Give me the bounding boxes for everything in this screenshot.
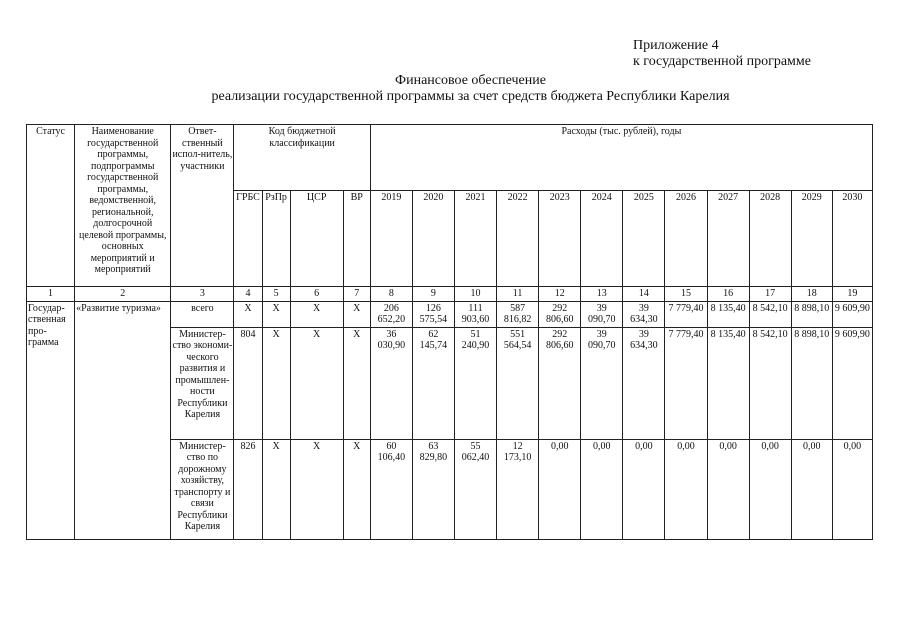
header-year: 2022 <box>497 191 539 287</box>
row-responsible: Министер-ство по дорожному хозяйству, транспорту и связи Республики Карелия <box>171 439 234 539</box>
row-value: 9 609,90 <box>832 301 872 327</box>
row-value: 0,00 <box>581 439 623 539</box>
row-rzpr: Х <box>262 301 290 327</box>
column-number: 12 <box>539 287 581 302</box>
row-value: 206 652,20 <box>370 301 412 327</box>
row-value: 0,00 <box>665 439 707 539</box>
row-value: 587 816,82 <box>497 301 539 327</box>
financing-table <box>26 124 873 540</box>
row-value: 0,00 <box>749 439 791 539</box>
column-number: 17 <box>749 287 791 302</box>
column-number: 11 <box>497 287 539 302</box>
row-vr: Х <box>343 301 370 327</box>
row-value: 9 609,90 <box>832 327 872 439</box>
row-value: 12 173,10 <box>497 439 539 539</box>
row-value: 8 898,10 <box>791 301 832 327</box>
title-line-1: Финансовое обеспечение <box>395 73 546 88</box>
row-value: 292 806,60 <box>539 327 581 439</box>
header-responsible: Ответ-ственный испол-нитель, участники <box>171 125 234 287</box>
column-number: 19 <box>832 287 872 302</box>
title-line-2: реализации государственной программы за счет средств бюджета Республики Карелия <box>211 89 730 104</box>
appendix-line-1: Приложение 4 <box>633 38 719 53</box>
row-vr: Х <box>343 439 370 539</box>
column-number: 13 <box>581 287 623 302</box>
appendix-line-2: к государственной программе <box>633 54 811 69</box>
row-name: «Развитие туризма» <box>75 301 171 539</box>
header-vr: ВР <box>343 191 370 287</box>
header-csr: ЦСР <box>290 191 343 287</box>
column-number: 1 <box>27 287 75 302</box>
header-year: 2030 <box>832 191 872 287</box>
row-csr: Х <box>290 327 343 439</box>
row-value: 39 090,70 <box>581 327 623 439</box>
header-year: 2023 <box>539 191 581 287</box>
row-value: 111 903,60 <box>454 301 496 327</box>
row-status: Государ-ственная про-грамма <box>27 301 75 539</box>
header-year: 2025 <box>623 191 665 287</box>
column-number: 15 <box>665 287 707 302</box>
row-value: 0,00 <box>539 439 581 539</box>
row-value: 0,00 <box>707 439 749 539</box>
header-grbs: ГРБС <box>234 191 262 287</box>
row-value: 8 542,10 <box>749 327 791 439</box>
row-grbs: Х <box>234 301 262 327</box>
column-number: 18 <box>791 287 832 302</box>
row-responsible: всего <box>171 301 234 327</box>
column-number: 5 <box>262 287 290 302</box>
row-value: 8 898,10 <box>791 327 832 439</box>
row-value: 63 829,80 <box>412 439 454 539</box>
header-year: 2020 <box>412 191 454 287</box>
header-year: 2028 <box>749 191 791 287</box>
header-status: Статус <box>27 125 75 287</box>
column-number: 3 <box>171 287 234 302</box>
row-value: 551 564,54 <box>497 327 539 439</box>
row-value: 51 240,90 <box>454 327 496 439</box>
row-grbs: 826 <box>234 439 262 539</box>
header-year: 2024 <box>581 191 623 287</box>
row-rzpr: Х <box>262 439 290 539</box>
header-rzpr: РзПр <box>262 191 290 287</box>
row-csr: Х <box>290 301 343 327</box>
row-value: 8 135,40 <box>707 301 749 327</box>
column-number: 6 <box>290 287 343 302</box>
column-number: 9 <box>412 287 454 302</box>
row-value: 60 106,40 <box>370 439 412 539</box>
appendix-caption <box>633 38 811 70</box>
header-code: Код бюджетной классификации <box>234 125 370 191</box>
row-value: 7 779,40 <box>665 301 707 327</box>
column-number: 10 <box>454 287 496 302</box>
row-value: 62 145,74 <box>412 327 454 439</box>
column-number: 16 <box>707 287 749 302</box>
table-row <box>27 301 873 327</box>
row-value: 39 634,30 <box>623 327 665 439</box>
row-value: 7 779,40 <box>665 327 707 439</box>
row-grbs: 804 <box>234 327 262 439</box>
column-number: 2 <box>75 287 171 302</box>
row-value: 0,00 <box>791 439 832 539</box>
row-value: 55 062,40 <box>454 439 496 539</box>
row-responsible: Министер-ство экономи-ческого развития и промышлен-ности Республики Карелия <box>171 327 234 439</box>
document-title <box>0 73 905 105</box>
column-number: 4 <box>234 287 262 302</box>
row-rzpr: Х <box>262 327 290 439</box>
header-year: 2021 <box>454 191 496 287</box>
header-year: 2026 <box>665 191 707 287</box>
row-csr: Х <box>290 439 343 539</box>
row-value: 0,00 <box>623 439 665 539</box>
header-expenses: Расходы (тыс. рублей), годы <box>370 125 872 191</box>
column-number: 8 <box>370 287 412 302</box>
row-value: 36 030,90 <box>370 327 412 439</box>
header-year: 2027 <box>707 191 749 287</box>
row-value: 39 090,70 <box>581 301 623 327</box>
column-number: 7 <box>343 287 370 302</box>
column-number: 14 <box>623 287 665 302</box>
header-name: Наименование государственной программы, подпрограммы государственной программы, ведомственной, региональной, долгосрочной целевой программы, основных мероприятий и мероприятий <box>75 125 171 287</box>
header-year: 2019 <box>370 191 412 287</box>
row-vr: Х <box>343 327 370 439</box>
row-value: 292 806,60 <box>539 301 581 327</box>
row-value: 126 575,54 <box>412 301 454 327</box>
row-value: 8 542,10 <box>749 301 791 327</box>
row-value: 8 135,40 <box>707 327 749 439</box>
row-value: 0,00 <box>832 439 872 539</box>
row-value: 39 634,30 <box>623 301 665 327</box>
header-year: 2029 <box>791 191 832 287</box>
